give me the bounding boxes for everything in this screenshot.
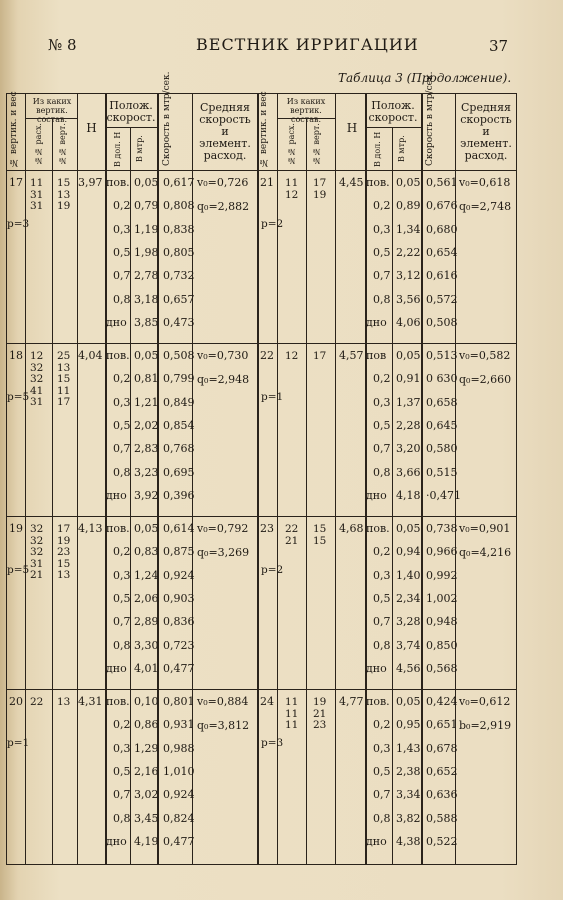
rule-source-left	[25, 118, 77, 119]
position-meters: 0,83	[134, 545, 159, 559]
position-meters: 3,85	[134, 315, 159, 329]
speed-value: 0,657	[163, 292, 195, 306]
position-meters: 0,86	[134, 718, 159, 732]
position-meters: 4,38	[396, 834, 421, 848]
position-meters: 2,34	[396, 591, 421, 605]
speed-value: 0,903	[163, 591, 195, 605]
speed-value: 0,799	[163, 372, 195, 386]
speed-value: 0,854	[163, 418, 195, 432]
speed-value: 1,010	[163, 764, 195, 778]
position-fraction: 0,3	[373, 222, 391, 236]
position-fraction: 0,2	[113, 199, 131, 213]
speed-value: 0,513	[426, 349, 458, 362]
source-vert: 15	[57, 373, 71, 385]
col-head-m-right: В мтр.	[397, 135, 406, 163]
speed-value: 0,636	[426, 788, 458, 802]
position-fraction: 0,8	[373, 465, 391, 479]
source-rasx: 11	[30, 177, 44, 189]
position-fraction: 0,5	[113, 418, 131, 432]
source-rasx: 11	[285, 707, 299, 720]
position-fraction: 0,8	[373, 292, 391, 306]
elementary-discharge: q₀=2,948	[197, 373, 250, 386]
position-meters: 0,81	[134, 372, 159, 386]
speed-value: 0,572	[426, 292, 458, 306]
position-fraction: 0,5	[113, 764, 131, 778]
weight-label: p=3	[261, 737, 284, 749]
position-meters: 1,43	[396, 741, 421, 755]
source-vert: 15	[57, 177, 71, 189]
speed-value: 0,588	[426, 811, 458, 825]
speed-value: 0,738	[426, 522, 458, 535]
speed-value: 0,515	[426, 465, 458, 479]
position-fraction: пов.	[366, 176, 390, 189]
block-rule	[7, 343, 516, 344]
elementary-discharge: q₀=2,660	[459, 373, 512, 386]
vertical-block	[7, 345, 515, 518]
depth-h: 4,04	[78, 349, 103, 362]
position-fraction: 0,7	[373, 788, 391, 802]
speed-value: 0,580	[426, 442, 458, 456]
position-meters: 3,28	[396, 615, 421, 629]
position-meters: 2,38	[396, 764, 421, 778]
col-head-verts-right: №№ верт.	[312, 123, 321, 165]
source-rasx: 31	[30, 188, 44, 201]
rule-pos-left	[105, 127, 157, 128]
speed-value: 0,477	[163, 661, 195, 675]
elementary-discharge: q₀=2,748	[459, 200, 512, 213]
elementary-discharge: q₀=4,216	[459, 546, 512, 559]
source-vert: 13	[57, 696, 71, 708]
source-vert: 19	[313, 696, 327, 708]
col-head-source-right: Из каких вертик. состав.	[286, 97, 326, 124]
speed-value: 0,850	[426, 638, 458, 652]
speed-value: 0,924	[163, 568, 195, 582]
position-fraction: дно	[366, 315, 387, 329]
speed-value: 0,396	[163, 488, 195, 502]
position-meters: 0,79	[134, 199, 159, 213]
position-meters: 0,05	[396, 522, 421, 535]
position-meters: 3,82	[396, 811, 421, 825]
speed-value: 0,616	[426, 269, 458, 283]
speed-value: 0,988	[163, 741, 195, 755]
source-rasx: 21	[285, 534, 299, 547]
position-meters: 4,19	[134, 834, 159, 848]
speed-value: 0 630	[426, 372, 458, 386]
speed-value: 0,824	[163, 811, 195, 825]
position-fraction: 0,3	[113, 568, 131, 582]
vertical-block	[7, 172, 515, 345]
table-caption: Таблица 3 (Продолжение).	[338, 71, 512, 85]
position-meters: 3,30	[134, 638, 159, 652]
position-meters: 2,02	[134, 418, 159, 432]
position-meters: 4,01	[134, 661, 159, 675]
journal-title: ВЕСТНИК ИРРИГАЦИИ	[196, 35, 419, 54]
position-meters: 2,06	[134, 591, 159, 605]
vertical-number: 21	[260, 176, 274, 189]
position-meters: 3,56	[396, 292, 421, 306]
position-meters: 0,05	[396, 176, 421, 189]
position-fraction: 0,2	[113, 718, 131, 732]
speed-value: 0,645	[426, 418, 458, 432]
position-fraction: 0,3	[113, 222, 131, 236]
speed-value: 1,002	[426, 591, 458, 605]
source-vert: 13	[57, 188, 71, 201]
elementary-discharge: b₀=2,919	[459, 719, 512, 732]
speed-value: 0,522	[426, 834, 458, 848]
position-fraction: 0,5	[373, 764, 391, 778]
source-rasx: 21	[30, 569, 44, 581]
speed-value: 0,948	[426, 615, 458, 629]
position-fraction: 0,7	[373, 269, 391, 283]
depth-h: 4,45	[339, 176, 364, 189]
header-bottom-rule	[7, 170, 516, 171]
speed-value: 0,676	[426, 199, 458, 213]
weight-label: p=5	[7, 564, 30, 576]
source-vert: 25	[57, 350, 71, 362]
position-fraction: 0,8	[113, 292, 131, 306]
position-fraction: 0,7	[113, 788, 131, 802]
weight-label: p=1	[261, 391, 284, 403]
position-fraction: 0,3	[113, 741, 131, 755]
source-vert: 11	[57, 384, 71, 397]
position-fraction: 0,3	[373, 568, 391, 582]
position-meters: 3,34	[396, 788, 421, 802]
source-rasx: 32	[30, 523, 44, 535]
position-fraction: 0,2	[373, 372, 391, 386]
position-fraction: 0,7	[373, 442, 391, 456]
position-fraction: 0,5	[113, 591, 131, 605]
position-fraction: 0,3	[373, 395, 391, 409]
source-vert: 17	[313, 177, 327, 189]
block-rule	[7, 689, 516, 690]
mean-velocity: v₀=0,612	[459, 695, 511, 708]
elementary-discharge: q₀=2,882	[197, 200, 250, 213]
depth-h: 3,97	[78, 176, 103, 189]
col-head-m-left: В мтр.	[135, 135, 144, 163]
position-meters: 1,29	[134, 741, 159, 755]
position-fraction: дно	[366, 488, 387, 502]
position-meters: 1,37	[396, 395, 421, 409]
position-meters: 3,66	[396, 465, 421, 479]
source-vert: 23	[57, 546, 71, 558]
speed-value: 0,654	[426, 245, 458, 259]
issue-number: № 8	[48, 36, 77, 54]
speed-value: 0,805	[163, 245, 195, 259]
position-fraction: дно	[106, 488, 127, 502]
position-fraction: дно	[106, 834, 127, 848]
weight-label: p=2	[261, 218, 284, 230]
position-meters: 3,18	[134, 292, 159, 306]
source-vert: 13	[57, 569, 71, 581]
source-rasx: 12	[285, 350, 299, 362]
col-head-pos-left: Полож. скорост.	[106, 99, 156, 124]
position-fraction: 0,8	[113, 638, 131, 652]
col-head-mean-left: Средняя скорость и элемент. расход.	[199, 101, 251, 162]
speed-value: 0,508	[163, 349, 195, 362]
position-meters: 3,20	[396, 442, 421, 456]
speed-value: 0,680	[426, 222, 458, 236]
col-head-h-left: H	[86, 121, 97, 135]
position-fraction: 0,2	[373, 545, 391, 559]
position-meters: 3,12	[396, 269, 421, 283]
speed-value: 0,732	[163, 269, 195, 283]
position-meters: 0,91	[396, 372, 421, 386]
source-rasx: 11	[285, 177, 299, 189]
source-vert: 17	[313, 350, 327, 362]
source-vert: 19	[57, 534, 71, 547]
position-meters: 0,10	[134, 695, 159, 708]
source-rasx: 41	[30, 384, 44, 397]
weight-label: p=1	[7, 737, 30, 749]
weight-label: p=3	[7, 218, 30, 230]
position-fraction: 0,5	[113, 245, 131, 259]
speed-value: 0,801	[163, 695, 195, 708]
position-fraction: 0,2	[113, 545, 131, 559]
position-fraction: 0,7	[113, 615, 131, 629]
col-head-mean-right: Средняя скорость и элемент. расход.	[460, 101, 512, 162]
col-head-source-left: Из каких вертик. состав.	[32, 97, 72, 124]
vertical-block	[7, 518, 515, 691]
position-fraction: дно	[366, 834, 387, 848]
position-meters: 0,95	[396, 718, 421, 732]
col-head-speed-left: Скорость в мтр/сек.	[162, 71, 172, 166]
col-head-parts-left: В дол. H	[113, 131, 122, 167]
vertical-number: 18	[9, 349, 23, 362]
position-meters: 4,18	[396, 488, 421, 502]
position-meters: 1,98	[134, 245, 159, 259]
speed-value: 0,651	[426, 718, 458, 732]
source-rasx: 11	[285, 719, 299, 731]
mean-velocity: v₀=0,582	[459, 349, 511, 362]
speed-value: 0,424	[426, 695, 458, 708]
speed-value: 0,992	[426, 568, 458, 582]
col-head-vert-left: № вертик. и вес	[9, 91, 19, 167]
source-vert: 17	[57, 396, 71, 408]
mean-velocity: v₀=0,792	[197, 522, 249, 535]
position-fraction: пов.	[106, 176, 130, 189]
weight-label: p=5	[7, 391, 30, 403]
position-meters: 0,05	[396, 695, 421, 708]
position-meters: 3,23	[134, 465, 159, 479]
source-rasx: 11	[285, 696, 299, 708]
running-header	[0, 34, 563, 58]
speed-value: 0,723	[163, 638, 195, 652]
position-meters: 1,21	[134, 395, 159, 409]
speed-value: 0,652	[426, 764, 458, 778]
speed-value: 0,477	[163, 834, 195, 848]
position-fraction: 0,5	[373, 591, 391, 605]
col-head-parts-right: В дол. H	[373, 131, 382, 167]
position-fraction: 0,3	[113, 395, 131, 409]
speed-value: 0,617	[163, 176, 195, 189]
source-rasx: 32	[30, 546, 44, 558]
col-head-vert-right: № вертик. и вес	[259, 91, 269, 167]
speed-value: 0,838	[163, 222, 195, 236]
vertical-number: 23	[260, 522, 274, 535]
position-fraction: 0,8	[113, 465, 131, 479]
block-rule	[7, 516, 516, 517]
page-number: 37	[489, 37, 509, 55]
mean-velocity: v₀=0,884	[197, 695, 249, 708]
position-meters: 0,94	[396, 545, 421, 559]
col-head-h-right: H	[346, 121, 358, 135]
position-fraction: 0,5	[373, 245, 391, 259]
speed-value: 0,614	[163, 522, 195, 535]
depth-h: 4,13	[78, 522, 103, 535]
mean-velocity: v₀=0,901	[459, 522, 511, 535]
position-meters: 0,05	[134, 176, 159, 189]
depth-h: 4,77	[339, 695, 364, 708]
speed-value: 0,924	[163, 788, 195, 802]
mean-velocity: v₀=0,726	[197, 176, 249, 189]
position-fraction: 0,8	[373, 638, 391, 652]
vertical-number: 19	[9, 522, 23, 535]
source-rasx: 31	[30, 557, 44, 570]
depth-h: 4,31	[78, 695, 103, 708]
speed-value: 0,836	[163, 615, 195, 629]
position-meters: 2,78	[134, 269, 159, 283]
position-meters: 1,34	[396, 222, 421, 236]
speed-value: 0,808	[163, 199, 195, 213]
depth-h: 4,57	[339, 349, 364, 362]
source-rasx: 12	[285, 188, 299, 201]
position-fraction: пов.	[366, 695, 390, 708]
rule-pos-right	[365, 127, 421, 128]
speed-value: 0,678	[426, 741, 458, 755]
col-head-rasx-left: №№ расх.	[34, 123, 43, 165]
vertical-number: 17	[9, 176, 23, 189]
position-meters: 4,06	[396, 315, 421, 329]
source-vert: 13	[57, 361, 71, 374]
source-vert: 23	[313, 719, 327, 731]
source-rasx: 22	[285, 523, 299, 535]
mean-velocity: v₀=0,618	[459, 176, 511, 189]
speed-value: 0,568	[426, 661, 458, 675]
source-rasx: 32	[30, 373, 44, 385]
speed-value: 0,473	[163, 315, 195, 329]
position-meters: 2,28	[396, 418, 421, 432]
speed-value: 0,875	[163, 545, 195, 559]
position-fraction: 0,2	[113, 372, 131, 386]
position-fraction: пов.	[106, 695, 130, 708]
position-meters: 1,24	[134, 568, 159, 582]
source-vert: 15	[313, 534, 327, 547]
position-meters: 1,19	[134, 222, 159, 236]
col-head-verts-left: №№ верт.	[58, 123, 67, 165]
position-fraction: 0,3	[373, 741, 391, 755]
speed-value: 0,966	[426, 545, 458, 559]
position-fraction: 0,7	[113, 442, 131, 456]
speed-value: 0,931	[163, 718, 195, 732]
position-fraction: дно	[106, 661, 127, 675]
position-meters: 3,02	[134, 788, 159, 802]
position-fraction: 0,7	[373, 615, 391, 629]
elementary-discharge: q₀=3,269	[197, 546, 250, 559]
position-fraction: 0,2	[373, 718, 391, 732]
source-vert: 19	[57, 200, 71, 212]
vertical-number: 24	[260, 695, 274, 708]
position-meters: 2,83	[134, 442, 159, 456]
position-fraction: 0,7	[113, 269, 131, 283]
source-rasx: 31	[30, 396, 44, 408]
mean-velocity: v₀=0,730	[197, 349, 249, 362]
source-vert: 19	[313, 188, 327, 201]
col-head-speed-right: Скорость в мтр/сек.	[425, 71, 435, 166]
source-vert: 15	[313, 523, 327, 535]
vertical-number: 22	[260, 349, 274, 362]
position-fraction: дно	[366, 661, 387, 675]
position-meters: 0,05	[396, 349, 421, 362]
position-fraction: 0,2	[373, 199, 391, 213]
position-fraction: дно	[106, 315, 127, 329]
position-meters: 4,56	[396, 661, 421, 675]
source-rasx: 31	[30, 200, 44, 212]
position-fraction: 0,8	[113, 811, 131, 825]
position-meters: 0,89	[396, 199, 421, 213]
position-meters: 0,05	[134, 522, 159, 535]
speed-value: 0,658	[426, 395, 458, 409]
position-fraction: пов.	[366, 522, 390, 535]
position-fraction: пов.	[106, 349, 130, 362]
col-head-rasx-right: №№ расх.	[287, 123, 296, 165]
source-vert: 15	[57, 557, 71, 570]
position-fraction: 0,8	[373, 811, 391, 825]
source-rasx: 32	[30, 534, 44, 547]
speed-value: 0,508	[426, 315, 458, 329]
speed-value: ·0,471	[426, 488, 461, 502]
speed-value: 0,695	[163, 465, 195, 479]
position-meters: 3,74	[396, 638, 421, 652]
vertical-block	[7, 691, 515, 864]
position-fraction: пов.	[106, 522, 130, 535]
speed-value: 0,849	[163, 395, 195, 409]
position-meters: 2,22	[396, 245, 421, 259]
position-meters: 2,89	[134, 615, 159, 629]
position-fraction: 0,5	[373, 418, 391, 432]
source-vert: 21	[313, 707, 327, 720]
vertical-number: 20	[9, 695, 23, 708]
weight-label: p=2	[261, 564, 284, 576]
speed-value: 0,768	[163, 442, 195, 456]
source-rasx: 32	[30, 361, 44, 374]
position-meters: 0,05	[134, 349, 159, 362]
position-meters: 1,40	[396, 568, 421, 582]
position-fraction: пов	[366, 349, 387, 362]
source-rasx: 12	[30, 350, 44, 362]
depth-h: 4,68	[339, 522, 364, 535]
position-meters: 3,92	[134, 488, 159, 502]
speed-value: 0,561	[426, 176, 458, 189]
col-head-pos-right: Полож. скорост.	[368, 99, 418, 124]
elementary-discharge: q₀=3,812	[197, 719, 250, 732]
source-rasx: 22	[30, 696, 44, 708]
source-vert: 17	[57, 523, 71, 535]
position-meters: 3,45	[134, 811, 159, 825]
position-meters: 2,16	[134, 764, 159, 778]
